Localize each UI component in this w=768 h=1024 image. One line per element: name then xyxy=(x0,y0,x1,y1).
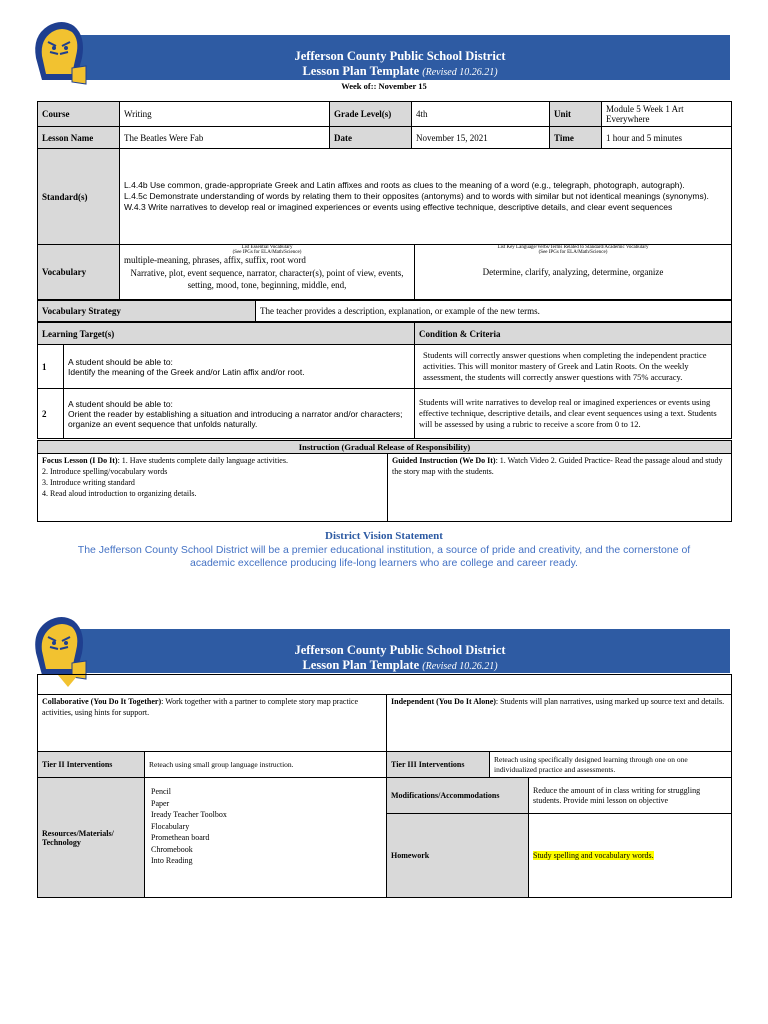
lesson-plan-page2-table xyxy=(37,674,732,898)
revised-note: (Revised 10.26.21) xyxy=(422,67,498,78)
header-banner xyxy=(70,35,730,80)
resources-list xyxy=(145,778,387,898)
homework-label: Homework xyxy=(387,814,529,898)
guided-instruction-text: : 1. Watch Video 2. Guided Practice- Read the passage aloud and study the story map with the students. xyxy=(392,456,723,476)
resource-item: Chromebook xyxy=(151,844,193,854)
essential-vocab-head: List Essential Vocabulary xyxy=(241,245,293,250)
instruction-label: Instruction (Gradual Release of Responsibility) xyxy=(38,441,732,454)
target-2-line1: A student should be able to: xyxy=(68,398,173,409)
focus-item-2: 2. Introduce spelling/vocabulary words xyxy=(42,467,168,476)
vocabulary-table xyxy=(37,244,732,300)
course-label: Course xyxy=(38,102,120,127)
independent-text: : Students will plan narratives, using marked up source text and details. xyxy=(495,697,725,706)
resource-item: Pencil xyxy=(151,787,171,796)
homework-text: Study spelling and vocabulary words. xyxy=(533,851,654,860)
target-1-line1: A student should be able to: xyxy=(68,356,173,367)
tier3-label: Tier III Interventions xyxy=(387,752,490,778)
week-of: Week of:: November 15 xyxy=(341,81,427,91)
lesson-info-table xyxy=(37,101,732,149)
target-1-line2: Identify the meaning of the Greek and/or Latin affix and/or root. xyxy=(68,366,305,377)
tier3-text: Reteach using specifically designed learning through one on one individualized practice and assessments. xyxy=(490,752,732,778)
vocab-strategy-value: The teacher provides a description, explanation, or example of the new terms. xyxy=(256,301,732,322)
instruction-table xyxy=(37,440,732,522)
grade-label: Grade Level(s) xyxy=(330,102,412,127)
grade-value: 4th xyxy=(412,102,550,127)
essential-vocabulary xyxy=(120,245,415,300)
template-title-page2 xyxy=(70,658,730,673)
standards-label: Standard(s) xyxy=(38,149,120,245)
modifications-label: Modifications/Accommodations xyxy=(387,778,529,814)
lesson-name-label: Lesson Name xyxy=(38,127,120,149)
standard-l44b: L.4.4b Use common, grade-appropriate Greek and Latin affixes and roots as clues to the meaning of a word (e.g., telegraph, photograph, autograph). xyxy=(124,180,685,190)
resource-item: Iready Teacher Toolbox xyxy=(151,810,227,819)
academic-vocab-value: Determine, clarify, analyzing, determine, organize xyxy=(482,267,664,277)
modifications-text: Reduce the amount of in class writing for struggling students. Provide mini lesson on objective xyxy=(529,778,732,814)
focus-lesson-label: Focus Lesson (I Do It) xyxy=(42,456,118,465)
district-title-page2: Jefferson County Public School District xyxy=(294,643,506,657)
collaborative-cell xyxy=(38,695,387,752)
target-2 xyxy=(64,389,415,439)
tier2-label: Tier II Interventions xyxy=(38,752,145,778)
revised-note-page2: (Revised 10.26.21) xyxy=(422,661,498,672)
focus-item-1: : 1. Have students complete daily language activities. xyxy=(117,456,288,465)
vision-title: District Vision Statement xyxy=(325,530,443,542)
target-1 xyxy=(64,345,415,389)
independent-label: Independent (You Do It Alone) xyxy=(391,697,496,706)
time-label: Time xyxy=(550,127,602,149)
academic-vocab-head: List Key Language/Verbs/Terms Related to Standard/Academic Vocabulary xyxy=(497,245,649,250)
date-label: Date xyxy=(330,127,412,149)
independent-cell xyxy=(387,695,732,752)
tiger-logo-icon xyxy=(28,18,90,88)
lesson-name-value: The Beatles Were Fab xyxy=(120,127,330,149)
target-2-line2: Orient the reader by establishing a situation and introducing a narrator and/or characters; organize an event sequence that unfolds naturally. xyxy=(68,408,403,429)
template-title xyxy=(70,64,730,79)
unit-label: Unit xyxy=(550,102,602,127)
learning-targets-label: Learning Target(s) xyxy=(38,323,415,345)
header-banner-page2 xyxy=(70,629,730,673)
vision-text: The Jefferson County School District will be a premier educational institution, a source of pride and creativity, and the cornerstone of academic excellence producing life-long learners who are college and career ready. xyxy=(77,544,691,569)
standard-w43: W.4.3 Write narratives to develop real or imagined experiences or events using effective technique, descriptive details, and clear event sequences xyxy=(124,202,673,212)
homework-cell xyxy=(529,814,732,898)
focus-item-3: 3. Introduce writing standard xyxy=(42,478,135,487)
condition-criteria-label: Condition & Criteria xyxy=(415,323,732,345)
page2-top-blank xyxy=(38,675,732,695)
collaborative-text: : Work together with a partner to complete story map practice activities, using hints for support. xyxy=(42,697,359,717)
template-name: Lesson Plan Template xyxy=(302,64,420,78)
target-num-2: 2 xyxy=(38,389,64,439)
vocab-strategy-label: Vocabulary Strategy xyxy=(38,301,256,322)
criteria-1: Students will correctly answer questions when completing the independent practice activities. This will monitor mastery of Greek and Latin Roots. On the weekly assessment, the students will correctly answer questions with 75% accuracy. xyxy=(415,345,732,389)
resource-item: Paper xyxy=(151,798,170,808)
essential-vocab-subhead: (See IPGs for ELA/Math/Science) xyxy=(232,250,302,255)
course-value: Writing xyxy=(120,102,330,127)
resources-label: Resources/Materials/ Technology xyxy=(38,778,145,898)
collaborative-label: Collaborative (You Do It Together) xyxy=(42,697,162,706)
target-num-1: 1 xyxy=(38,345,64,389)
focus-item-4: 4. Read aloud introduction to organizing details. xyxy=(42,489,197,498)
tier2-text: Reteach using small group language instruction. xyxy=(145,752,387,778)
template-name-page2: Lesson Plan Template xyxy=(302,658,420,672)
academic-vocab-subhead: (See IPGs for ELA/Math/Science) xyxy=(538,250,608,255)
standard-l45c: L.4.5c Demonstrate understanding of words by relating them to their opposites (antonyms) and to words with similar but not identical meanings (synonyms). xyxy=(124,191,709,201)
time-value: 1 hour and 5 minutes xyxy=(602,127,732,149)
academic-vocabulary xyxy=(415,245,732,300)
date-value: November 15, 2021 xyxy=(412,127,550,149)
resource-item: Promethean board xyxy=(151,833,210,842)
focus-lesson xyxy=(38,454,388,522)
essential-vocab-line2: Narrative, plot, event sequence, narrator, character(s), point of view, events, setting, mood, tone, beginning, middle, end, xyxy=(130,268,404,290)
vocabulary-label: Vocabulary xyxy=(38,245,120,300)
essential-vocab-line1: multiple-meaning, phrases, affix, suffix, root word xyxy=(124,255,306,265)
unit-value: Module 5 Week 1 Art Everywhere xyxy=(602,102,732,127)
standards-table xyxy=(37,148,732,245)
district-title: Jefferson County Public School District xyxy=(294,49,506,63)
standards-list xyxy=(120,149,732,245)
learning-targets-table xyxy=(37,322,732,439)
resource-item: Into Reading xyxy=(151,856,193,865)
criteria-2: Students will write narratives to develop real or imagined experiences or events using effective technique, descriptive details, and clear event sequences using a text. Students will be assessed by using a rubric to receive a score from 0 to 12. xyxy=(415,389,732,439)
vocab-strategy-table xyxy=(37,300,732,322)
resource-item: Flocabulary xyxy=(151,821,190,831)
guided-instruction xyxy=(388,454,732,522)
guided-instruction-label: Guided Instruction (We Do It) xyxy=(392,456,496,465)
